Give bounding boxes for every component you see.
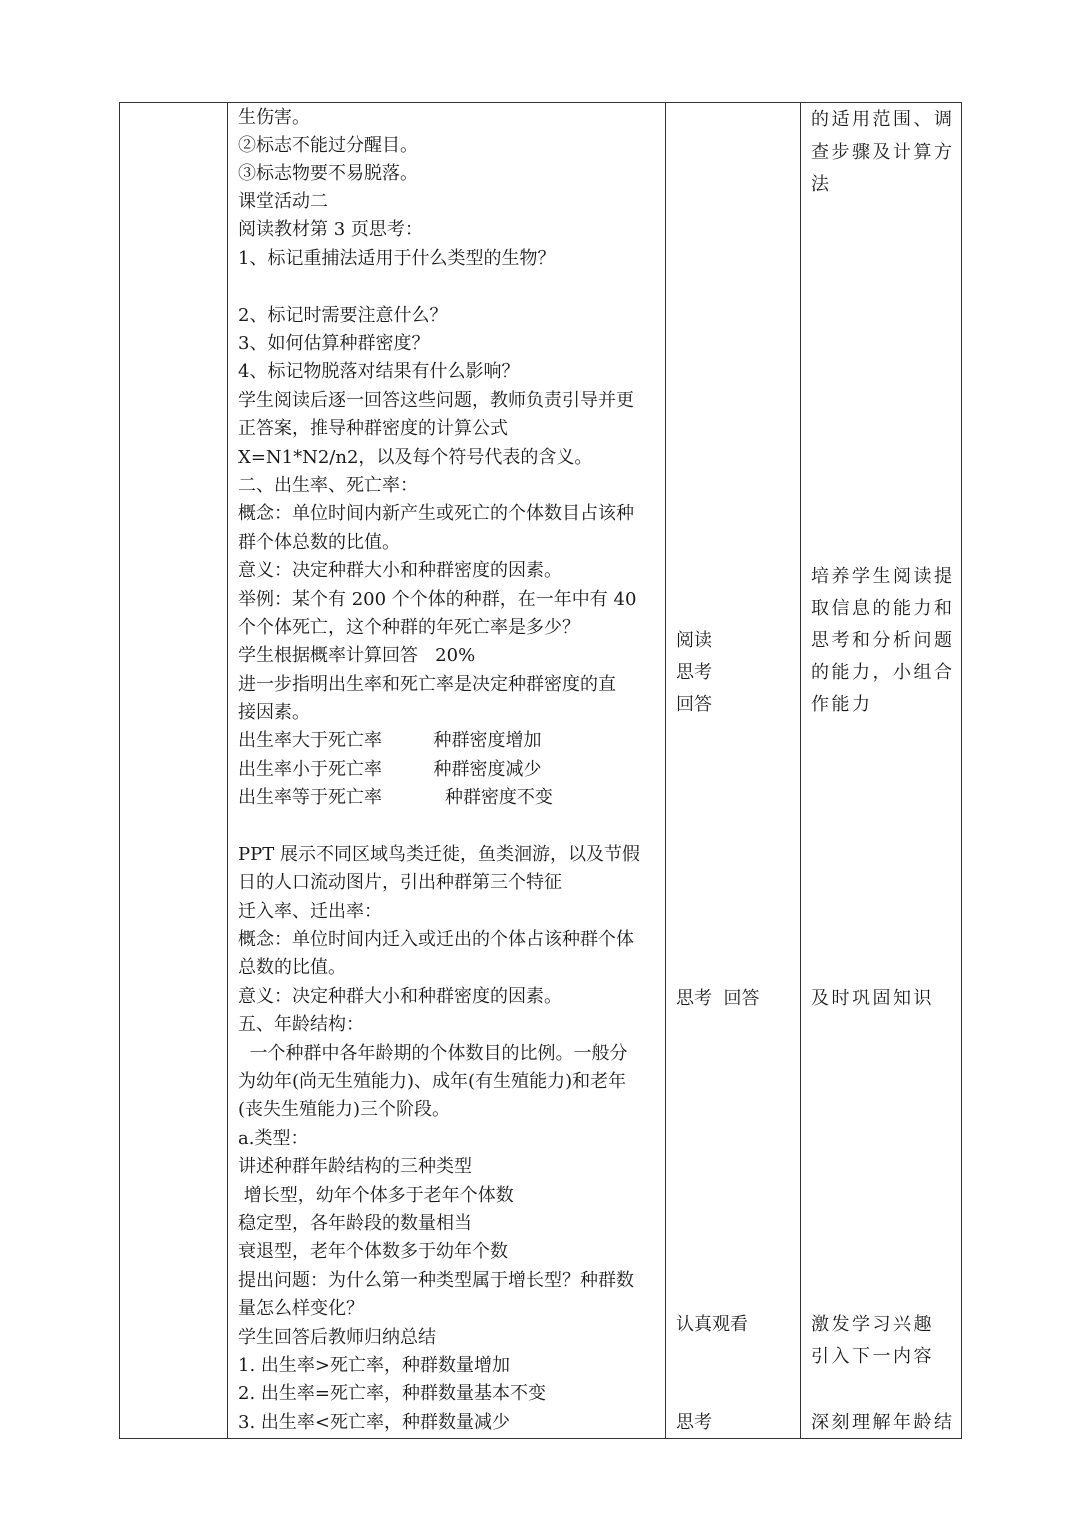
column-divider	[800, 103, 801, 1438]
student-activity: 认真观看	[676, 1314, 748, 1335]
design-intent-line: 的能力，小组合	[811, 662, 955, 683]
design-intent-line: 深刻理解年龄结	[811, 1412, 955, 1433]
content-line: X=N1*N2/n2，以及每个符号代表的含义。	[238, 447, 593, 468]
design-intent-line: 引入下一内容	[811, 1346, 934, 1367]
content-line: 学生根据概率计算回答 20%	[238, 645, 476, 666]
column-divider	[227, 103, 228, 1438]
content-line: 量怎么样变化？	[238, 1298, 364, 1319]
content-line: 五、年龄结构：	[238, 1014, 364, 1035]
content-line: 总数的比值。	[238, 957, 346, 978]
content-line: 3. 出生率<死亡率，种群数量减少	[238, 1412, 510, 1433]
content-line: 出生率小于死亡率 种群密度减少	[238, 759, 542, 780]
column-divider	[665, 103, 666, 1438]
content-line: 提出问题：为什么第一种类型属于增长型？种群数	[238, 1270, 634, 1291]
content-line: 日的人口流动图片，引出种群第三个特征	[238, 872, 562, 893]
content-line: 出生率等于死亡率 种群密度不变	[238, 787, 553, 808]
content-line: 增长型，幼年个体多于老年个体数	[238, 1185, 514, 1206]
content-line: 迁入率、迁出率：	[238, 901, 382, 922]
content-line: 4、标记物脱落对结果有什么影响？	[238, 361, 520, 382]
design-intent-line: 作能力	[811, 694, 873, 715]
content-line: 2. 出生率=死亡率，种群数量基本不变	[238, 1383, 546, 1404]
content-line: 生伤害。	[238, 107, 310, 128]
student-activity: 回答	[676, 694, 712, 715]
student-activity: 思考 回答	[676, 988, 760, 1009]
content-line: 2、标记时需要注意什么？	[238, 305, 448, 326]
content-line: 阅读教材第 3 页思考：	[238, 219, 423, 240]
content-line: 群个体总数的比值。	[238, 532, 400, 553]
content-line: 概念：单位时间内迁入或迁出的个体占该种群个体	[238, 929, 634, 950]
design-intent-line: 思考和分析问题	[811, 630, 955, 651]
content-line: 意义：决定种群大小和种群密度的因素。	[238, 986, 562, 1007]
content-line: (丧失生殖能力)三个阶段。	[238, 1099, 451, 1120]
content-line: 举例：某个有 200 个个体的种群，在一年中有 40	[238, 589, 637, 610]
content-line: ③标志物要不易脱落。	[238, 163, 418, 184]
design-intent-line: 的适用范围、调	[811, 109, 955, 130]
content-line: 二、出生率、死亡率：	[238, 475, 418, 496]
content-line: 为幼年(尚无生殖能力)、成年(有生殖能力)和老年	[238, 1071, 627, 1092]
content-line: 稳定型，各年龄段的数量相当	[238, 1213, 472, 1234]
content-line: 3、如何估算种群密度？	[238, 333, 430, 354]
lesson-plan-table	[119, 102, 962, 1439]
content-line: 正答案，推导种群密度的计算公式	[238, 418, 508, 439]
teaching-content-column	[238, 103, 664, 1438]
content-line: 接因素。	[238, 702, 310, 723]
design-intent-line: 及时巩固知识	[811, 988, 934, 1009]
content-line: 1. 出生率>死亡率，种群数量增加	[238, 1355, 510, 1376]
content-line: 课堂活动二	[238, 191, 328, 212]
content-line: 衰退型，老年个体数多于幼年个数	[238, 1241, 508, 1262]
content-line: 概念：单位时间内新产生或死亡的个体数目占该种	[238, 503, 634, 524]
student-activity: 阅读	[676, 630, 712, 651]
content-line: PPT 展示不同区域鸟类迁徙，鱼类洄游，以及节假	[238, 844, 640, 865]
content-line: 讲述种群年龄结构的三种类型	[238, 1156, 472, 1177]
content-line: 个个体死亡，这个种群的年死亡率是多少？	[238, 617, 580, 638]
content-line: 意义：决定种群大小和种群密度的因素。	[238, 560, 562, 581]
content-line: 出生率大于死亡率 种群密度增加	[238, 730, 542, 751]
design-intent-line: 激发学习兴趣	[811, 1314, 934, 1335]
content-line: 学生阅读后逐一回答这些问题，教师负责引导并更	[238, 390, 634, 411]
content-line: a.类型：	[238, 1128, 309, 1149]
content-line: 进一步指明出生率和死亡率是决定种群密度的直	[238, 674, 616, 695]
content-line: 学生回答后教师归纳总结	[238, 1327, 436, 1348]
design-intent-line: 培养学生阅读提	[811, 566, 955, 587]
design-intent-line: 查步骤及计算方	[811, 142, 955, 163]
content-line: ②标志不能过分醒目。	[238, 135, 418, 156]
content-line: 1、标记重捕法适用于什么类型的生物？	[238, 248, 556, 269]
student-activity: 思考	[676, 1412, 712, 1433]
student-activity: 思考	[676, 662, 712, 683]
design-intent-line: 法	[811, 174, 832, 195]
design-intent-line: 取信息的能力和	[811, 598, 955, 619]
content-line: 一个种群中各年龄期的个体数目的比例。一般分	[238, 1043, 628, 1064]
